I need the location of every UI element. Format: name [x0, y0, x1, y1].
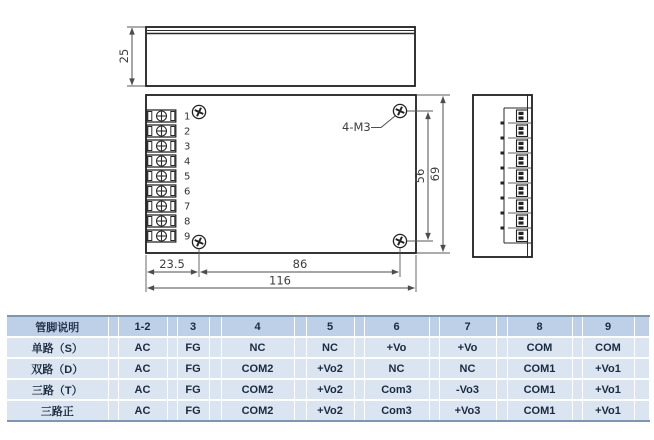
table-cell: Com3	[364, 379, 429, 400]
column-spacer	[108, 358, 118, 379]
column-spacer	[496, 316, 507, 337]
dim-116-label: 116	[269, 273, 291, 288]
terminal-number: 7	[184, 201, 191, 213]
table-cell: +Vo1	[582, 400, 634, 421]
table-header-cell: 9	[582, 316, 634, 337]
table-cell: FG	[177, 337, 209, 358]
terminal-number: 2	[184, 126, 191, 138]
row-label-cell: 双路（D）	[7, 358, 108, 379]
table-cell: AC	[118, 358, 167, 379]
table-header-cell: 8	[507, 316, 572, 337]
table-cell: COM1	[507, 379, 572, 400]
column-spacer	[572, 337, 582, 358]
front-view	[146, 95, 416, 253]
table-header-cell: 3	[177, 316, 209, 337]
column-spacer	[108, 379, 118, 400]
column-spacer	[354, 400, 364, 421]
table-cell: COM	[507, 337, 572, 358]
column-spacer	[294, 379, 306, 400]
column-spacer	[429, 358, 439, 379]
row-label-cell: 三路正	[7, 400, 108, 421]
column-spacer	[634, 337, 649, 358]
column-spacer	[167, 379, 177, 400]
column-spacer	[496, 400, 507, 421]
column-spacer	[572, 316, 582, 337]
column-spacer	[108, 400, 118, 421]
dim-69-label: 69	[428, 166, 442, 182]
column-spacer	[572, 358, 582, 379]
column-spacer	[354, 379, 364, 400]
table-header-cell: 1-2	[118, 316, 167, 337]
table-header-cell: 5	[306, 316, 354, 337]
pin-description-table	[7, 315, 650, 422]
side-view	[473, 95, 532, 257]
table-cell: +Vo	[439, 337, 496, 358]
column-spacer	[496, 379, 507, 400]
table-cell: Com3	[364, 400, 429, 421]
table-cell: AC	[118, 379, 167, 400]
table-cell: +Vo	[364, 337, 429, 358]
table-cell: -Vo3	[439, 379, 496, 400]
table-cell: COM1	[507, 400, 572, 421]
terminal-number: 8	[184, 216, 191, 228]
column-spacer	[209, 379, 221, 400]
table-header-cell: 4	[221, 316, 294, 337]
column-spacer	[294, 358, 306, 379]
table-cell: NC	[306, 337, 354, 358]
dim-86-label: 86	[292, 257, 308, 271]
column-spacer	[634, 400, 649, 421]
table-cell: NC	[221, 337, 294, 358]
table-header-cell: 7	[439, 316, 496, 337]
table-cell: FG	[177, 358, 209, 379]
column-spacer	[634, 358, 649, 379]
column-spacer	[167, 358, 177, 379]
dim-56-label: 56	[413, 168, 427, 184]
table-cell: COM1	[507, 358, 572, 379]
row-label-cell: 三路（T）	[7, 379, 108, 400]
column-spacer	[572, 379, 582, 400]
table-cell: +Vo1	[582, 358, 634, 379]
table-cell: COM2	[221, 379, 294, 400]
table-cell: FG	[177, 400, 209, 421]
table-cell: COM	[582, 337, 634, 358]
table-cell: AC	[118, 337, 167, 358]
top-view	[146, 27, 415, 86]
terminal-number: 6	[184, 186, 191, 198]
column-spacer	[209, 358, 221, 379]
terminal-number: 4	[184, 156, 191, 168]
table-cell: NC	[364, 358, 429, 379]
dim-23_5-label: 23.5	[159, 257, 185, 271]
table-cell: FG	[177, 379, 209, 400]
column-spacer	[496, 358, 507, 379]
row-label-cell: 单路（S）	[7, 337, 108, 358]
column-spacer	[572, 400, 582, 421]
terminal-number: 5	[184, 171, 191, 183]
table-cell: NC	[439, 358, 496, 379]
column-spacer	[634, 316, 649, 337]
column-spacer	[294, 337, 306, 358]
hole-callout-label: 4-M3	[342, 120, 371, 134]
column-spacer	[209, 316, 221, 337]
column-spacer	[634, 379, 649, 400]
dim-top-height	[117, 27, 145, 86]
table-cell: COM2	[221, 358, 294, 379]
table-cell: COM2	[221, 400, 294, 421]
terminal-number: 1	[184, 111, 191, 123]
terminal-number: 3	[184, 141, 191, 153]
column-spacer	[108, 337, 118, 358]
column-spacer	[354, 358, 364, 379]
table-header-cell: 管脚说明	[7, 316, 108, 337]
column-spacer	[167, 337, 177, 358]
dims-bottom	[146, 248, 416, 292]
column-spacer	[429, 316, 439, 337]
column-spacer	[354, 337, 364, 358]
dim-25-label: 25	[117, 48, 131, 64]
column-spacer	[429, 379, 439, 400]
table-cell: +Vo2	[306, 400, 354, 421]
column-spacer	[209, 337, 221, 358]
column-spacer	[108, 316, 118, 337]
table-cell: +Vo2	[306, 358, 354, 379]
column-spacer	[167, 400, 177, 421]
table-cell: +Vo1	[582, 379, 634, 400]
table-cell: AC	[118, 400, 167, 421]
table-cell: +Vo3	[439, 400, 496, 421]
column-spacer	[496, 337, 507, 358]
table-header-cell: 6	[364, 316, 429, 337]
column-spacer	[429, 337, 439, 358]
column-spacer	[167, 316, 177, 337]
column-spacer	[209, 400, 221, 421]
column-spacer	[429, 400, 439, 421]
table-cell: +Vo2	[306, 379, 354, 400]
column-spacer	[294, 400, 306, 421]
terminal-number: 9	[184, 231, 191, 243]
column-spacer	[294, 316, 306, 337]
column-spacer	[354, 316, 364, 337]
